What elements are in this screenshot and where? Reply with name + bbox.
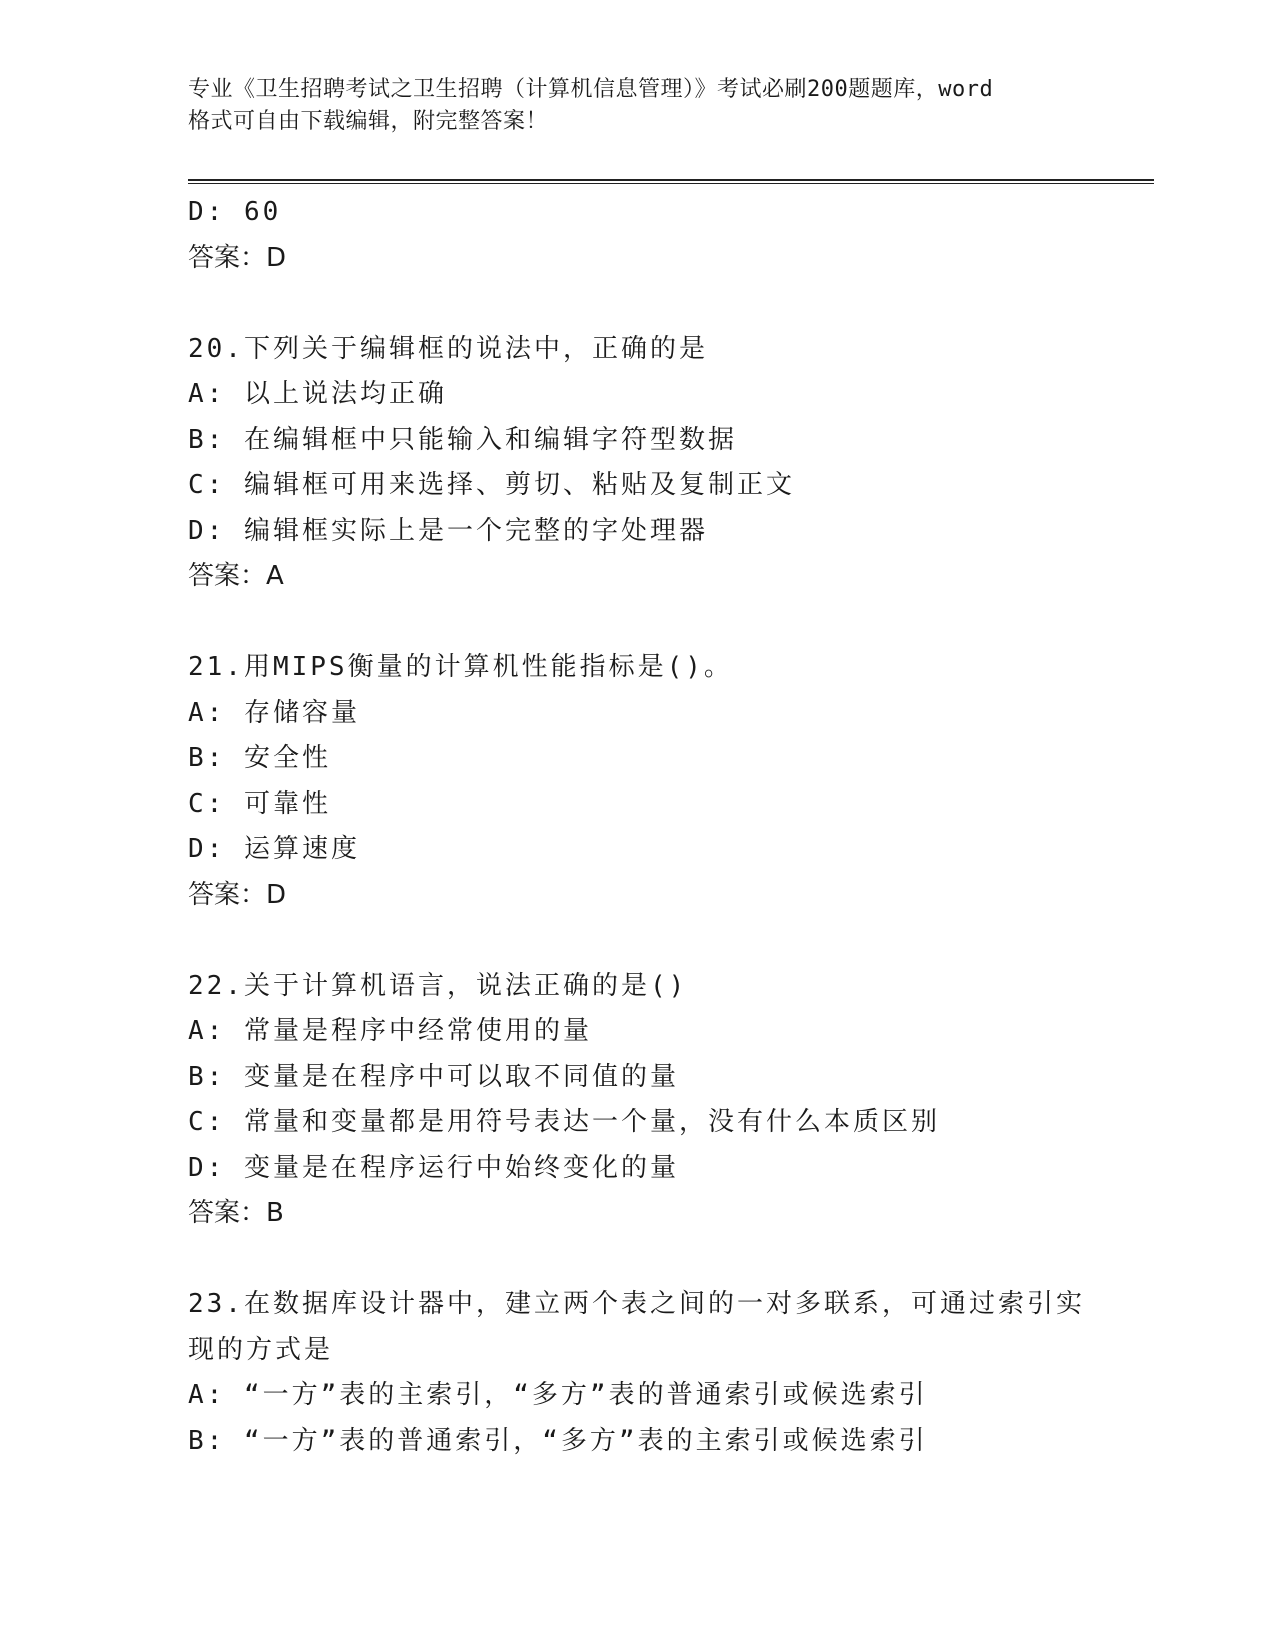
option-c: C: 常量和变量都是用符号表达一个量，没有什么本质区别 xyxy=(188,1107,940,1137)
answer-line: 答案：D xyxy=(188,242,287,273)
option-a: A: 常量是程序中经常使用的量 xyxy=(188,1016,592,1046)
question-title-line1: 23.在数据库设计器中，建立两个表之间的一对多联系，可通过索引实 xyxy=(188,1289,1085,1319)
option-c: C: 编辑框可用来选择、剪切、粘贴及复制正文 xyxy=(188,470,795,500)
option-b: B: 安全性 xyxy=(188,743,331,773)
question-title-line2: 现的方式是 xyxy=(188,1334,334,1365)
question-title: 22.关于计算机语言，说法正确的是() xyxy=(188,970,688,1001)
answer-line: 答案：D xyxy=(188,879,287,910)
option-a: A: 以上说法均正确 xyxy=(188,379,447,409)
question-list xyxy=(188,190,1148,1464)
question-block xyxy=(188,327,1148,600)
answer-line: 答案：A xyxy=(188,561,284,591)
option-c: C: 可靠性 xyxy=(188,788,331,819)
option-d: D: 变量是在程序运行中始终变化的量 xyxy=(188,1152,679,1183)
option-b: B: “一方”表的普通索引，“多方”表的主索引或候选索引 xyxy=(188,1425,928,1456)
header-divider xyxy=(188,179,1154,181)
option-a: A: “一方”表的主索引，“多方”表的普通索引或候选索引 xyxy=(188,1380,928,1410)
question-block xyxy=(188,964,1148,1237)
question-title: 21.用MIPS衡量的计算机性能指标是()。 xyxy=(188,652,733,682)
spacer xyxy=(188,1237,1148,1283)
question-block xyxy=(188,645,1148,918)
answer-line: 答案：B xyxy=(188,1198,284,1228)
option-a: A: 存储容量 xyxy=(188,697,360,728)
option-d: D: 运算速度 xyxy=(188,834,360,864)
header-title-line1: 专业《卫生招聘考试之卫生招聘（计算机信息管理）》考试必刷200题题库，word xyxy=(188,77,994,102)
option-d: D: 编辑框实际上是一个完整的字处理器 xyxy=(188,515,708,546)
header-title-line2: 格式可自由下载编辑，附完整答案！ xyxy=(188,109,549,134)
spacer xyxy=(188,600,1148,646)
question-block xyxy=(188,1282,1148,1464)
option-b: B: 变量是在程序中可以取不同值的量 xyxy=(188,1061,679,1092)
spacer xyxy=(188,281,1148,327)
question-title: 20.下列关于编辑框的说法中，正确的是 xyxy=(188,333,708,364)
spacer xyxy=(188,918,1148,964)
page-header xyxy=(188,74,1088,138)
header-divider-thin xyxy=(188,183,1154,184)
option-b: B: 在编辑框中只能输入和编辑字符型数据 xyxy=(188,424,737,455)
option-d: D: 60 xyxy=(188,197,282,227)
